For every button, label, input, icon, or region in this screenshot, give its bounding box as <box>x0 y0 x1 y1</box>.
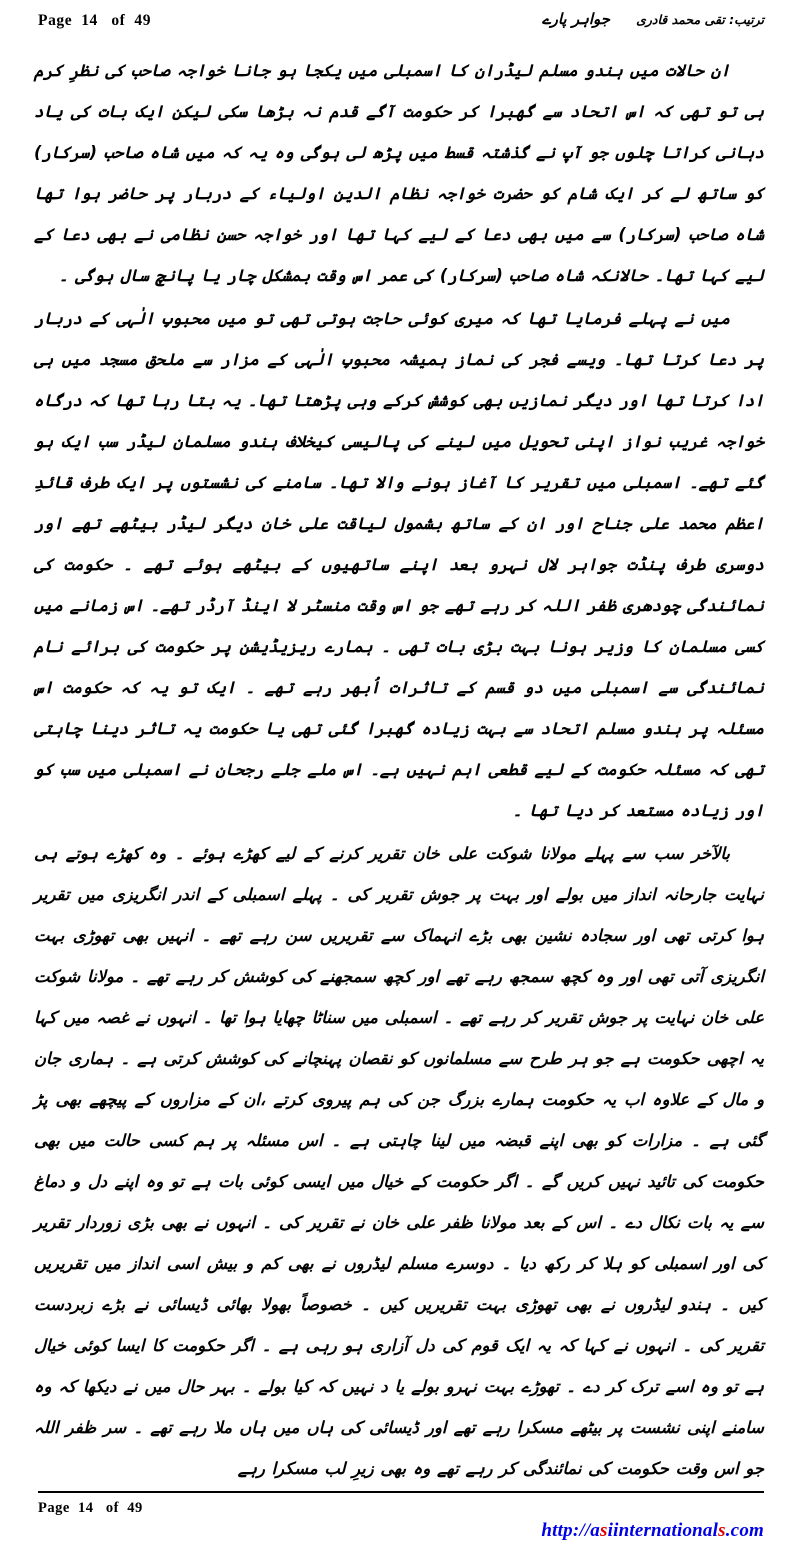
header-book-title: جواہر پارے <box>541 10 611 28</box>
page-header <box>38 10 764 44</box>
header-compiler: ترتیب: تقی محمد قادری <box>636 12 764 27</box>
url-segment: s <box>718 1520 726 1541</box>
url-segment: .com <box>725 1520 764 1541</box>
url-segment: s <box>600 1520 608 1541</box>
body-paragraph: ان حالات میں ہندو مسلم لیڈران کا اسمبلی میں یکجا ہو جانا خواجہ صاحب کی نظرِ کرم ہی تو تھی کہ اس اتحاد سے گھبرا کر حکومت آگے قدم نہ بڑھا سکی لیکن ایک بات کی یاد دہانی کراتا چلوں جو آپ نے گذشتہ قسط میں پڑھ لی ہوگی وہ یہ کہ میں شاہ صاحب (سرکار) کو ساتھ لے کر ایک شام کو حضرت خواجہ نظام الدین اولیاء کے دربار پر حاضر ہوا تھا شاہ صاحب (سرکار) سے میں بھی دعا کے لیے کہا تھا اور خواجہ حسن نظامی نے بھی دعا کے لیے کہا تھا۔ حالانکہ شاہ صاحب (سرکار) کی عمر اس وقت بمشکل چار یا پانچ سال ہوگی ۔ <box>34 61 764 285</box>
header-page-number: Page 14 of 49 <box>38 12 152 29</box>
page-footer <box>38 1491 764 1541</box>
header-title-block <box>542 10 764 28</box>
url-segment: http://a <box>541 1520 600 1541</box>
footer-page-number: Page 14 of 49 <box>38 1500 143 1516</box>
footer-website-link[interactable] <box>502 1498 764 1564</box>
footer-divider <box>38 1491 764 1493</box>
document-body <box>34 44 764 1491</box>
url-segment: iinternational <box>607 1520 719 1541</box>
body-paragraph: میں نے پہلے فرمایا تھا کہ میری کوئی حاجت ہوتی تھی تو میں محبوبِ الٰہی کے دربار پر دعا کرتا تھا۔ ویسے فجر کی نماز ہمیشہ محبوبِ الٰہی کے مزار سے ملحق مسجد میں ہی ادا کرتا تھا اور دیگر نمازیں بھی کوشش کرکے وہی پڑھتا تھا۔ یہ بتا رہا تھا کہ درگاہ خواجہ غریب نواز اپنی تحویل میں لینے کی پالیسی کیخلاف ہندو مسلمان لیڈر سب ایک ہو گئے تھے۔ اسمبلی میں تقریر کا آغاز ہونے والا تھا۔ سامنے کی نشستوں پر ایک طرف قائدِ اعظم محمد علی جناح اور ان کے ساتھ بشمول لیاقت علی خان دیگر لیڈر بیٹھے تھے اور دوسری طرف پنڈت جواہر لال نہرو بعد اپنے ساتھیوں کے بیٹھے ہوئے تھے ۔ حکومت کی نمائندگی چودھری ظفر اللہ کر رہے تھے جو اس وقت منسٹر لا اینڈ آرڈر تھے۔ اس زمانے میں کسی مسلمان کا وزیر ہونا بہت بڑی بات تھی ۔ ہمارے ریزیڈیشن پر حکومت کی برائے نام نمائندگی سے اسمبلی میں دو قسم کے تاثرات اُبھر رہے تھے ۔ ایک تو یہ کہ حکومت اس مسئلہ پر ہندو مسلم اتحاد سے بہت زیادہ گھبرا گئی تھی یا حکومت یہ تاثر دینا چاہتی تھی کہ مسئلہ حکومت کے لیے قطعی اہم نہیں ہے۔ اس ملے جلے رجحان نے اسمبلی میں سب کو اور زیادہ مستعد کر دیا تھا ۔ <box>34 309 764 820</box>
footer-row <box>38 1500 764 1541</box>
body-paragraph: بالآخر سب سے پہلے مولانا شوکت علی خان تقریر کرنے کے لیے کھڑے ہوئے ۔ وہ کھڑے ہوتے ہی نہایت جارحانہ انداز میں بولے اور بہت پر جوش تقریر کی ۔ پہلے اسمبلی کے اندر انگریزی میں تقریر ہوا کرتی تھی اور سجادہ نشین بھی بڑے انہماک سے تقریریں سن رہے تھے ۔ انہیں بھی تھوڑی بہت انگریزی آتی تھی اور وہ کچھ سمجھ رہے تھے اور کچھ سمجھنے کی کوشش کر رہے تھے ۔ مولانا شوکت علی خان نہایت پر جوش تقریر کر رہے تھے ۔ اسمبلی میں سناٹا چھایا ہوا تھا ۔ انہوں نے غصہ میں کہا یہ اچھی حکومت ہے جو ہر طرح سے مسلمانوں کو نقصان پہنچانے کی کوشش کرتی ہے ۔ ہماری جان و مال کے علاوہ اب یہ حکومت ہمارے بزرگ جن کی ہم پیروی کرتے ،ان کے مزاروں کے پیچھے بھی پڑ گئی ہے ۔ مزارات کو بھی اپنے قبضہ میں لینا چاہتی ہے ۔ اس مسئلہ پر ہم کسی حالت میں بھی حکومت کی تائید نہیں کریں گے ۔ اگر حکومت کے خیال میں ایسی کوئی بات ہے تو وہ اپنے دل و دماغ سے یہ بات نکال دے ۔ اس کے بعد مولانا ظفر علی خان نے تقریر کی ۔ انہوں نے بھی بڑی زوردار تقریر کی اور اسمبلی کو ہلا کر رکھ دیا ۔ دوسرے مسلم لیڈروں نے بھی کم و بیش اسی انداز میں تقریریں کیں ۔ ہندو لیڈروں نے بھی تھوڑی بہت تقریریں کیں ۔ خصوصاً بھولا بھائی ڈیسائی نے بڑے زبردست تقریر کی ۔ انہوں نے کہا کہ یہ ایک قوم کی دل آزاری ہو رہی ہے ۔ اگر حکومت کا ایسا کوئی خیال ہے تو وہ اسے ترک کر دے ۔ تھوڑے بہت نہرو بولے یا د نہیں کہ کیا بولے ۔ بہر حال میں نے دیکھا کہ وہ سامنے اپنی نشست پر بیٹھے مسکرا رہے تھے اور ڈیسائی کی ہاں میں ہاں ملا رہے تھے ۔ سر ظفر اللہ جو اس وقت حکومت کی نمائندگی کر رہے تھے وہ بھی زیرِ لب مسکرا رہے <box>34 844 764 1478</box>
